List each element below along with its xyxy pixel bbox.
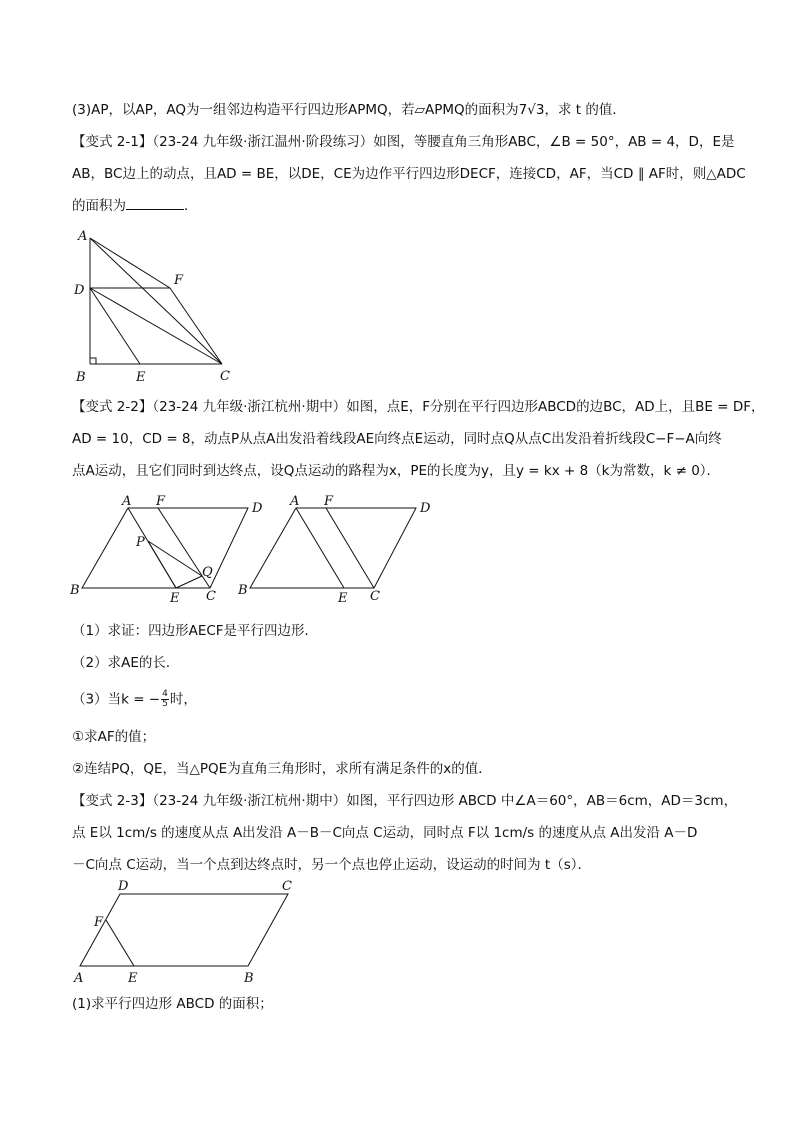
label-F: F: [324, 494, 334, 509]
variant-2-2-line2: AD = 10，CD = 8，动点P从点A出发沿着线段AE向终点E运动，同时点Q从点C出发沿着折线段C−F−A向终: [72, 431, 722, 447]
part-3-prefix: （3）当k = −: [72, 691, 161, 708]
variant-2-3-line1: 【变式 2-3】（23-24 九年级·浙江杭州·期中）如图，平行四边形 ABCD 中∠A＝60°，AB＝6cm，AD＝3cm，: [72, 793, 738, 809]
figure-2-2-left: [66, 494, 266, 610]
part-2-text: （2）求AE的长．: [72, 655, 180, 671]
figure-2-2-right: [238, 494, 438, 610]
label-E: E: [128, 971, 138, 986]
label-D: D: [252, 501, 263, 516]
label-C: C: [370, 589, 380, 604]
label-A: A: [122, 494, 132, 509]
label-B: B: [244, 971, 254, 986]
label-B: B: [70, 583, 80, 598]
variant-2-2-line3: 点A运动，且它们同时到达终点，设Q点运动的路程为x，PE的长度为y，且y = kx + 8（k为常数，k ≠ 0）．: [72, 463, 721, 479]
fraction: [161, 690, 169, 709]
variant-2-1-line2: AB，BC边上的动点，且AD = BE，以DE，CE为边作平行四边形DECF，连接CD，AF，当CD ∥ AF时，则△ADC: [72, 166, 746, 182]
label-A: A: [290, 494, 300, 509]
part-3-suffix: 时，: [169, 691, 197, 708]
part-1-text: （1）求证：四边形AECF是平行四边形．: [72, 623, 319, 639]
label-A: A: [74, 971, 84, 986]
fraction-numerator: 4: [162, 689, 168, 699]
variant-2-3-line2: 点 E以 1cm/s 的速度从点 A出发沿 A－B－C向点 C运动，同时点 F以 1cm/s 的速度从点 A出发沿 A－D: [72, 825, 698, 841]
variant-2-3-part-1: (1)求平行四边形 ABCD 的面积；: [72, 996, 273, 1012]
label-C: C: [206, 589, 216, 604]
label-D: D: [118, 879, 129, 894]
label-Q: Q: [202, 565, 213, 580]
label-B: B: [76, 370, 86, 385]
label-A: A: [78, 229, 88, 244]
figure-2-3-parallelogram: [70, 876, 310, 986]
label-E: E: [338, 591, 348, 606]
label-P: P: [136, 535, 145, 550]
label-F: F: [156, 494, 166, 509]
part-3-sub-2: ②连结PQ，QE，当△PQE为直角三角形时，求所有满足条件的x的值．: [72, 761, 492, 777]
variant-2-3-line3: －C向点 C运动，当一个点到达终点时，另一个点也停止运动，设运动的时间为 t（s）．: [72, 857, 592, 873]
question-3-text: (3)AP，以AP，AQ为一组邻边构造平行四边形APMQ，若▱APMQ的面积为7√3，求 t 的值．: [72, 102, 626, 118]
variant-2-2-line1: 【变式 2-2】（23-24 九年级·浙江杭州·期中）如图，点E，F分别在平行四边形ABCD的边BC，AD上，且BE = DF，: [72, 399, 765, 415]
answer-blank[interactable]: [126, 197, 184, 210]
label-C: C: [282, 879, 292, 894]
label-B: B: [238, 583, 248, 598]
fraction-denominator: 5: [162, 699, 168, 709]
label-E: E: [170, 591, 180, 606]
part-3-sub-1: ①求AF的值；: [72, 729, 156, 745]
line-end: ．: [184, 198, 198, 214]
label-E: E: [136, 370, 146, 385]
figure-2-1-triangle: [70, 228, 250, 388]
label-C: C: [220, 369, 230, 384]
area-prompt: 的面积为: [72, 198, 126, 214]
label-F: F: [94, 915, 104, 930]
label-F: F: [174, 273, 184, 288]
part-3-text: [72, 690, 732, 709]
variant-2-1-line1: 【变式 2-1】（23-24 九年级·浙江温州·阶段练习）如图，等腰直角三角形ABC，∠B = 50°，AB = 4，D，E是: [72, 134, 735, 150]
label-D: D: [74, 283, 85, 298]
variant-2-1-line3: [72, 197, 732, 215]
label-D: D: [420, 501, 431, 516]
